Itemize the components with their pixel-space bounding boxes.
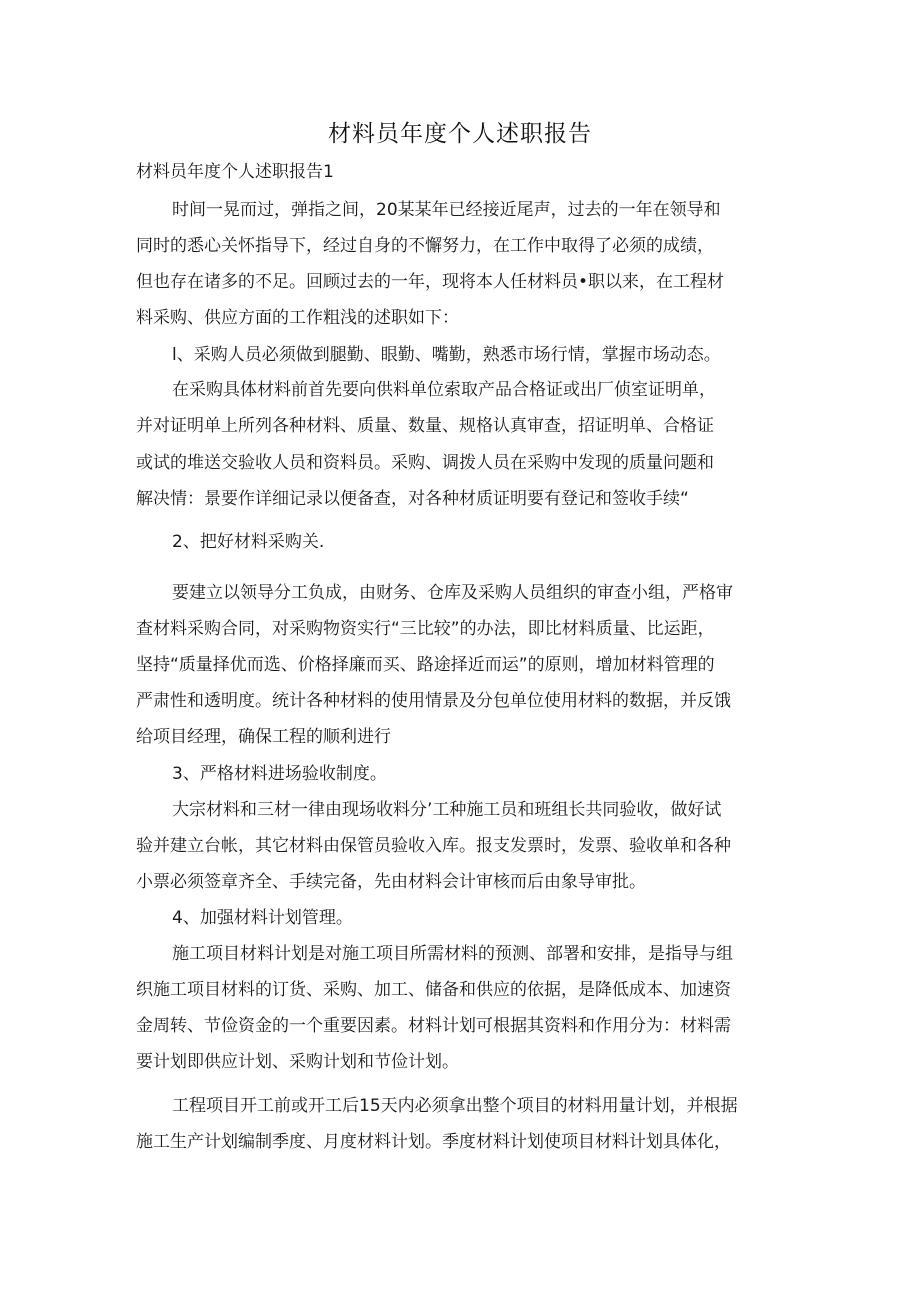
section-heading: 2、把好材料采购关. bbox=[172, 532, 325, 552]
section-heading: 3、严格材料进场验收制度。 bbox=[172, 764, 387, 784]
paragraph-line: 验并建立台帐，其它材料由保管员验收入库。报支发票时，发票、验收单和各种 bbox=[136, 836, 731, 856]
document-subtitle: 材料员年度个人述职报告1 bbox=[136, 162, 334, 182]
paragraph-line: 要建立以领导分工负成，由财务、仓库及采购人员组织的审查小组，严格审 bbox=[172, 583, 733, 603]
paragraph-line: 严肃性和透明度。统计各种材料的使用情景及分包单位使用材料的数据，并反饿 bbox=[136, 691, 731, 711]
paragraph-line: 施工生产计划编制季度、月度材料计划。季度材料计划使项目材料计划具体化， bbox=[136, 1132, 731, 1152]
paragraph-line: 在采购具体材料前首先要向供料单位索取产品合格证或出厂侦室证明单， bbox=[172, 380, 716, 400]
paragraph-line: 并对证明单上所列各种材料、质量、数量、规格认真审查，招证明单、合格证 bbox=[136, 416, 714, 436]
document-title: 材料员年度个人述职报告 bbox=[328, 121, 592, 147]
paragraph-line: 时间一晃而过，弹指之间，20某某年已经接近尾声，过去的一年在领导和 bbox=[172, 200, 721, 220]
paragraph-line: 坚持“质量择优而选、价格择廉而买、路途择近而运”的原则，增加材料管理的 bbox=[136, 655, 715, 675]
paragraph-line: 或试的堆送交验收人员和资料员。采购、调拨人员在采购中发现的质量问题和 bbox=[136, 453, 714, 473]
paragraph-line: 料采购、供应方面的工作粗浅的述职如下： bbox=[136, 308, 459, 328]
paragraph-line: l、采购人员必须做到腿勤、眼勤、嘴勤，熟悉市场行情，掌握市场动态。 bbox=[172, 345, 721, 365]
paragraph-line: 查材料采购合同，对采购物资实行“三比较”的办法，即比材料质量、比运距， bbox=[136, 619, 715, 639]
paragraph-line: 小票必须签章齐全、手续完备，先由材料会计审核而后由象导审批。 bbox=[136, 872, 646, 892]
paragraph-line: 解决情：景要作详细记录以便备查，对各种材质证明要有登记和签收手续“ bbox=[136, 489, 689, 509]
paragraph-line: 大宗材料和三材一律由现场收料分’工种施工员和班组长共同验收，做好试 bbox=[172, 800, 722, 820]
section-heading: 4、加强材料计划管理。 bbox=[172, 908, 353, 928]
paragraph-line: 金周转、节俭资金的一个重要因素。材料计划可根据其资料和作用分为：材料需 bbox=[136, 1016, 731, 1036]
paragraph-line: 给项目经理，确保工程的顺利进行 bbox=[136, 727, 391, 747]
paragraph-line: 织施工项目材料的订货、采购、加工、储备和供应的依据，是降低成本、加速资 bbox=[136, 980, 731, 1000]
paragraph-line: 但也存在诸多的不足。回顾过去的一年，现将本人任材料员•职以来，在工程材 bbox=[136, 272, 725, 292]
paragraph-line: 工程项目开工前或开工后15天内必须拿出整个项目的材料用量计划，并根据 bbox=[172, 1096, 738, 1116]
paragraph-line: 施工项目材料计划是对施工项目所需材料的预测、部署和安排，是指导与组 bbox=[172, 944, 733, 964]
paragraph-line: 要计划即供应计划、采购计划和节俭计划。 bbox=[136, 1052, 459, 1072]
paragraph-line: 同时的悉心关怀指导下，经过自身的不懈努力，在工作中取得了必须的成绩， bbox=[136, 236, 714, 256]
